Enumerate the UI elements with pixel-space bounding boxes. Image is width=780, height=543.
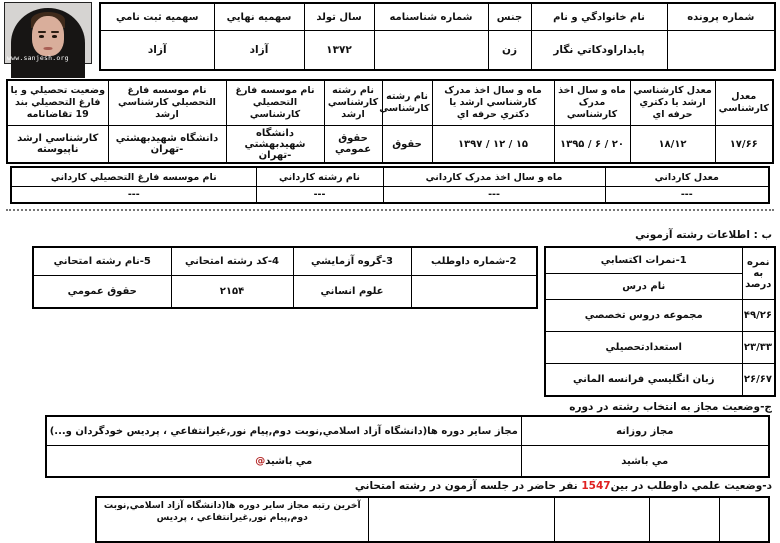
full-name-value: پايداراودکاتي نگار bbox=[531, 31, 667, 71]
gender-value: زن bbox=[488, 31, 531, 71]
file-number-value bbox=[667, 31, 775, 71]
registration-quota-value: آزاد bbox=[100, 31, 214, 71]
field-label: شماره شناسنامه bbox=[374, 3, 488, 31]
associate-university-value: --- bbox=[11, 187, 256, 204]
field-label: سال تولد bbox=[304, 3, 374, 31]
associate-gpa-value: --- bbox=[605, 187, 769, 204]
exam-info-table bbox=[32, 246, 538, 309]
rank-cell bbox=[554, 497, 649, 542]
bachelor-gpa-value: ۱۷/۶۶ bbox=[715, 126, 773, 164]
score-value: ۲۳/۳۳ bbox=[742, 332, 775, 364]
personal-info-section bbox=[0, 0, 780, 71]
daytime-permit-value: مي باشيد bbox=[521, 446, 769, 478]
field-label: جنس bbox=[488, 3, 531, 31]
associate-major-value: --- bbox=[256, 187, 383, 204]
score-value: ۴۹/۲۶ bbox=[742, 300, 775, 332]
applicant-photo bbox=[4, 2, 92, 64]
score-value: ۲۶/۶۷ bbox=[742, 364, 775, 397]
master-gpa-value: ۱۸/۱۲ bbox=[630, 126, 715, 164]
field-label: نام رشته کارشناسي ارشد bbox=[324, 80, 382, 126]
master-major-value: حقوق عمومي bbox=[324, 126, 382, 164]
rank-cell bbox=[649, 497, 719, 542]
section-d-title: د-وضعيت علمي داوطلب در بين1547 نفر حاضر در جلسه آزمون در رشته امتحاني bbox=[354, 480, 772, 492]
id-number-value bbox=[374, 31, 488, 71]
participant-count: 1547 bbox=[581, 480, 611, 492]
field-label: نام خانوادگي و نام bbox=[531, 3, 667, 31]
field-label: نام موسسه فارغ التحصيلي کارشناسي ارشد bbox=[108, 80, 226, 126]
course-name: استعدادتحصيلي bbox=[545, 332, 742, 364]
field-label: نام رشته کارداني bbox=[256, 167, 383, 187]
associate-degree-table bbox=[10, 166, 770, 204]
bachelor-university-value: دانشگاه شهيدبهشتي -تهران bbox=[226, 126, 324, 164]
course-name: مجموعه دروس تخصصي bbox=[545, 300, 742, 332]
permit-table bbox=[45, 415, 770, 478]
last-permitted-rank-label: آخرين رتبه مجاز ساير دوره ها(دانشگاه آزاد اسلامي,نوبت دوم,پيام نور,غيرانتفاعي ، پرديس bbox=[96, 497, 368, 542]
field-label: ماه و سال اخذ مدرک کارشناسي bbox=[554, 80, 630, 126]
section-j-title: ج-وضعيت مجاز به انتخاب رشته در دوره bbox=[569, 401, 772, 413]
test-group-value: علوم انساني bbox=[293, 276, 411, 309]
candidate-number-value bbox=[411, 276, 537, 309]
sanjesh-watermark: www.sanjesh.org bbox=[7, 54, 69, 62]
field-label: 5-نام رشته امتحاني bbox=[33, 247, 171, 276]
rank-cell bbox=[719, 497, 769, 542]
final-quota-value: آزاد bbox=[214, 31, 304, 71]
field-label: نام رشته کارشناسي bbox=[382, 80, 432, 126]
section-b-title: ب : اطلاعات رشته آزموني bbox=[635, 229, 772, 241]
personal-info-table bbox=[99, 2, 776, 71]
percent-column-header: نمره به درصد bbox=[742, 247, 775, 300]
dotted-separator bbox=[6, 208, 774, 211]
master-date-value: ۱۵ / ۱۲ / ۱۳۹۷ bbox=[432, 126, 554, 164]
field-label: معدل کارشناسي ارشد يا دکتري حرفه اي bbox=[630, 80, 715, 126]
field-label: سهميه نهايي bbox=[214, 3, 304, 31]
associate-date-value: --- bbox=[383, 187, 605, 204]
field-label: ماه و سال اخذ مدرک کارداني bbox=[383, 167, 605, 187]
field-label: نام موسسه فارغ التحصيلي کارشناسي bbox=[226, 80, 324, 126]
scores-title: 1-نمرات اکتسابي bbox=[545, 247, 742, 274]
birth-year-value: ۱۳۷۲ bbox=[304, 31, 374, 71]
bachelor-major-value: حقوق bbox=[382, 126, 432, 164]
field-label: 2-شماره داوطلب bbox=[411, 247, 537, 276]
other-periods-permit-value: مي باشيد@ bbox=[46, 446, 521, 478]
education-table bbox=[6, 79, 774, 164]
field-label: 3-گروه آزمايشي bbox=[293, 247, 411, 276]
bachelor-date-value: ۲۰ / ۶ / ۱۳۹۵ bbox=[554, 126, 630, 164]
course-column-header: نام درس bbox=[545, 274, 742, 300]
daytime-permit-label: مجاز روزانه bbox=[521, 416, 769, 446]
field-label: سهميه ثبت نامي bbox=[100, 3, 214, 31]
field-label: معدل کارشناسي bbox=[715, 80, 773, 126]
field-label: 4-کد رشته امتحاني bbox=[171, 247, 293, 276]
field-label: ماه و سال اخذ مدرک کارشناسي ارشد يا دکتري حرفه اي bbox=[432, 80, 554, 126]
at-mark: @ bbox=[255, 455, 266, 467]
master-university-value: دانشگاه شهيدبهشتي -تهران bbox=[108, 126, 226, 164]
exam-field-code-value: ۲۱۵۴ bbox=[171, 276, 293, 309]
field-label: معدل کارداني bbox=[605, 167, 769, 187]
field-label: نام موسسه فارغ التحصيلي کارداني bbox=[11, 167, 256, 187]
other-periods-permit-label: مجاز ساير دوره ها(دانشگاه آزاد اسلامي,نوبت دوم,پيام نور,غيرانتفاعي ، پرديس خودگردان و...) bbox=[46, 416, 521, 446]
rank-cell bbox=[368, 497, 554, 542]
rank-table bbox=[95, 496, 770, 543]
section-b-body bbox=[0, 246, 776, 397]
field-label: وضعيت تحصيلي و يا فارغ التحصيلي بند 19 تقاضانامه bbox=[7, 80, 108, 126]
education-status-value: کارشناسي ارشد ناپيوسته bbox=[7, 126, 108, 164]
field-label: شماره پرونده bbox=[667, 3, 775, 31]
exam-field-name-value: حقوق عمومي bbox=[33, 276, 171, 309]
course-name: زبان انگليسي فرانسه الماني bbox=[545, 364, 742, 397]
scores-table bbox=[544, 246, 776, 397]
face-shape bbox=[32, 16, 64, 56]
